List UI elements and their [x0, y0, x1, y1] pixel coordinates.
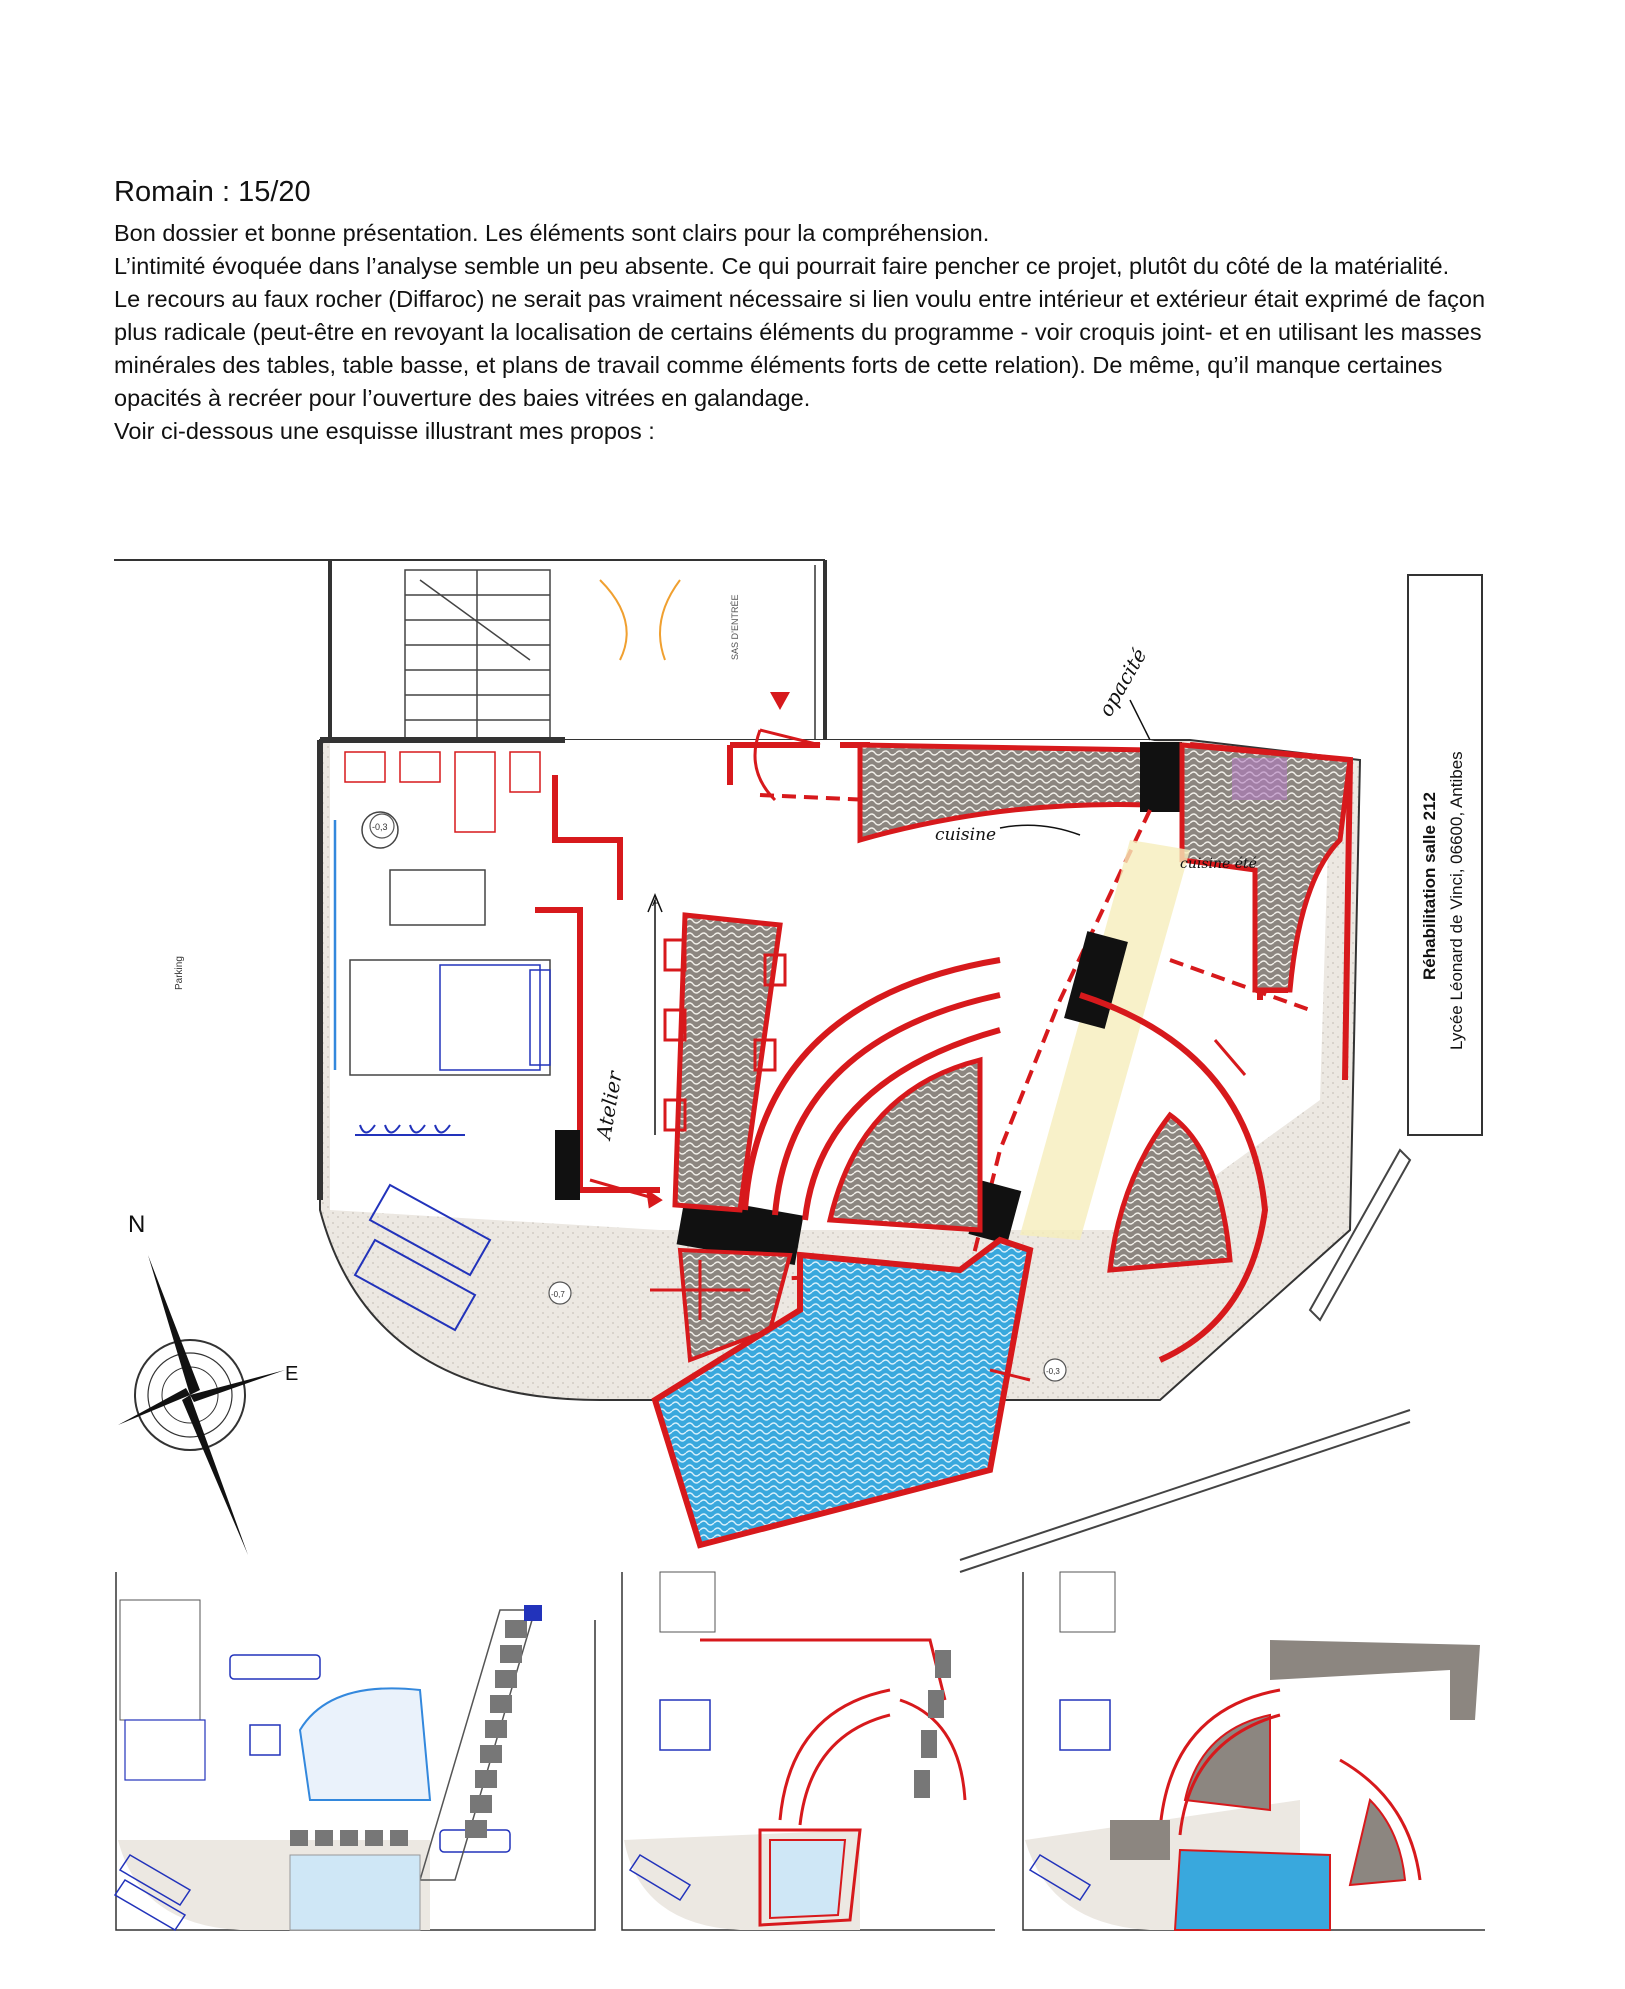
thumbnail-1: [115, 1572, 595, 1930]
note-cuisine-ete: cuisine été: [1180, 856, 1257, 872]
label-parking: Parking: [174, 956, 185, 990]
staircase: [405, 570, 550, 740]
review-paragraph-2: L’intimité évoquée dans l’analyse semble un peu absente. Ce qui pourrait faire pencher ce projet, plutôt du côté de la matérialité.: [114, 253, 1450, 279]
compass: [118, 1211, 298, 1555]
compass-e: E: [285, 1363, 299, 1385]
note-opacite: opacité: [1093, 644, 1152, 721]
level-a: -0,3: [372, 822, 388, 832]
review-paragraph-4: Voir ci-dessous une esquisse illustrant mes propos :: [114, 418, 655, 444]
review-paragraph-1: Bon dossier et bonne présentation. Les éléments sont clairs pour la compréhension.: [114, 220, 990, 246]
note-cuisine: cuisine: [935, 825, 997, 845]
title-block-line2: Lycée Léonard de Vinci, 06600, Antibes: [1447, 751, 1466, 1050]
thumbnail-2: [622, 1572, 995, 1930]
title-block-line1: Réhabilitation salle 212: [1420, 791, 1439, 980]
label-sas: SAS D’ENTRÉE: [730, 594, 740, 660]
note-atelier: Atelier: [591, 1069, 627, 1141]
main-plan: [114, 560, 1410, 1572]
marker-a: A: [652, 895, 661, 909]
title-block: [1408, 575, 1482, 1135]
compass-n: N: [128, 1211, 146, 1238]
level-c: -0,3: [1046, 1367, 1060, 1376]
level-b: -0,7: [551, 1290, 565, 1299]
review-paragraph-3: Le recours au faux rocher (Diffaroc) ne serait pas vraiment nécessaire si lien voulu entre intérieur et extérieur était exprimé de façon plus radicale (peut-être en revoyant la localisation de certains éléments du programme - voir croquis joint- et en utilisant les masses minérales des tables, table basse, et plans de travail comme éléments forts de cette relation). De même, qu’il manque certaines opacités à recréer pour l’ouverture des baies vitrées en galandage.: [114, 286, 1486, 411]
review-title: Romain : 15/20: [114, 176, 311, 208]
thumbnail-3: [1023, 1572, 1485, 1930]
